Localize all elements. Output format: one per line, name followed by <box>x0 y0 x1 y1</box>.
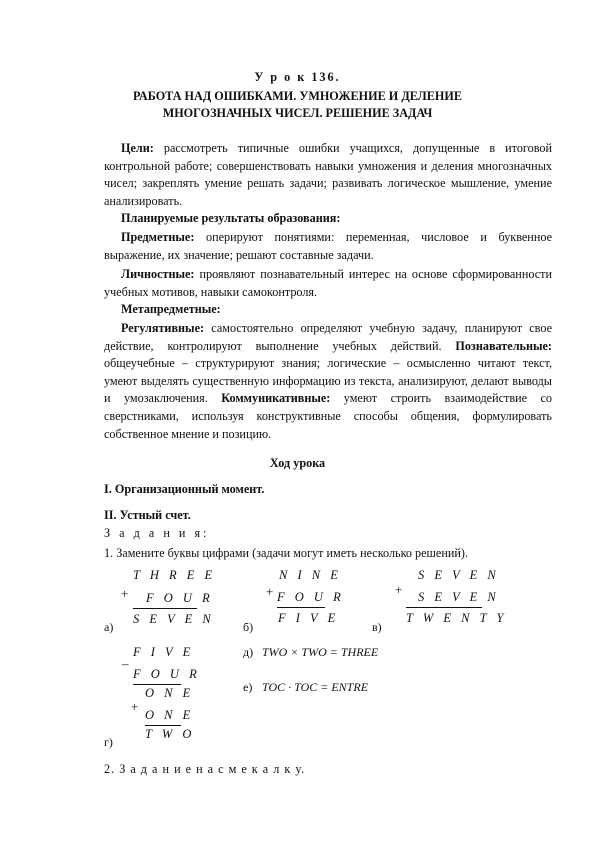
plus-sign-g: + <box>131 699 139 714</box>
puzzle-g-second: F O U R <box>133 667 201 681</box>
goals-label: Цели: <box>121 141 154 155</box>
subject-paragraph <box>104 229 552 264</box>
puzzle-v-rule <box>406 607 482 608</box>
puzzle-g-third: O N E <box>145 708 194 722</box>
puzzle-e-expr: TOC · TOC = ENTRE <box>262 680 369 694</box>
personal-text: проявляют познавательный интерес на основе сформированности учебных мотивов, навыки самоконтроля. <box>104 267 552 299</box>
puzzle-d-expr: TWO × TWO = THREE <box>262 645 379 659</box>
puzzle-b-label: б) <box>243 620 254 634</box>
puzzle-a-result: S E V E N <box>133 612 215 626</box>
puzzle-b-top: N I N E <box>279 568 342 582</box>
cognitive-label: Познавательные: <box>455 338 552 353</box>
lesson-title-line2: МНОГОЗНАЧНЫХ ЧИСЕЛ. РЕШЕНИЕ ЗАДАЧ <box>162 106 433 120</box>
task2-text: 2. З а д а н и е н а с м е к а л к у. <box>104 762 306 776</box>
puzzle-v-top: S E V E N <box>418 568 500 582</box>
planned-results-heading: Планируемые результаты образования: <box>121 211 341 225</box>
communicative-label: Коммуникативные: <box>221 391 331 406</box>
subject-label: Предметные: <box>121 230 195 244</box>
section-organizational: I. Организационный момент. <box>104 482 265 496</box>
puzzle-b-second: F O U R <box>277 590 345 604</box>
communicative-text: умеют строить взаимодействие со сверстниками, используя конструктивные способы общения, формулировать собственное мнение и позицию. <box>104 391 552 441</box>
puzzle-a-top: T H R E E <box>133 568 216 582</box>
puzzle-b-result: F I V E <box>278 611 339 625</box>
cognitive-text: общеучебные – структурируют знания; логические – осмысленно читают текст, умеют выделять существенную информацию из текста, анализируют, делают выводы и умозаключения. <box>104 356 552 406</box>
puzzle-v-second: S E V E N <box>418 590 500 604</box>
goals-paragraph <box>104 140 552 210</box>
plus-sign-v: + <box>395 582 403 597</box>
puzzle-g-label: г) <box>104 735 113 749</box>
plus-sign-b: + <box>266 584 274 599</box>
puzzle-e-label: е) <box>243 680 253 694</box>
puzzle-a-second: F O U R <box>146 591 214 605</box>
lesson-title-line1: РАБОТА НАД ОШИБКАМИ. УМНОЖЕНИЕ И ДЕЛЕНИЕ <box>133 89 462 103</box>
minus-sign-g: – <box>122 656 129 671</box>
meta-paragraph <box>104 320 552 443</box>
puzzle-g-rule2 <box>145 725 181 726</box>
puzzle-g-mid: O N E <box>145 686 194 700</box>
puzzle-a-rule <box>133 608 197 609</box>
meta-heading: Метапредметные: <box>121 302 221 316</box>
task1-text: 1. Замените буквы цифрами (задачи могут иметь несколько решений). <box>104 546 468 560</box>
tasks-label: З а д а н и я: <box>104 526 210 540</box>
puzzle-d-label: д) <box>243 645 254 659</box>
subject-text: оперируют понятиями: переменная, числовое и буквенное выражение, их значение; решают составные задачи. <box>104 230 552 262</box>
puzzle-v-result: T W E N T Y <box>406 611 507 625</box>
personal-paragraph <box>104 266 552 301</box>
puzzle-b-rule <box>277 607 325 608</box>
personal-label: Личностные: <box>121 267 195 281</box>
puzzle-g-top: F I V E <box>133 645 194 659</box>
course-heading: Ход урока <box>269 456 326 470</box>
plus-sign-a: + <box>121 586 129 601</box>
puzzle-v-label: в) <box>372 620 382 634</box>
lesson-number: У р о к 136. <box>254 70 341 84</box>
regulative-label: Регулятивные: <box>121 321 205 335</box>
puzzle-g-rule1 <box>133 684 181 685</box>
regulative-text: самостоятельно определяют учебную задачу, планируют свое действие, контролируют выполнение учебных действий. <box>104 321 552 353</box>
section-oral-count: II. Устный счет. <box>104 508 191 522</box>
puzzle-a-label: а) <box>104 620 114 634</box>
goals-text: рассмотреть типичные ошибки учащихся, допущенные в итоговой контрольной работе; совершенствовать навыки умножения и деления многозначных чисел; закреплять умение решать задачи; развивать логическое мышление, умение анализировать. <box>104 141 552 208</box>
puzzle-g-result: T W O <box>145 727 195 741</box>
